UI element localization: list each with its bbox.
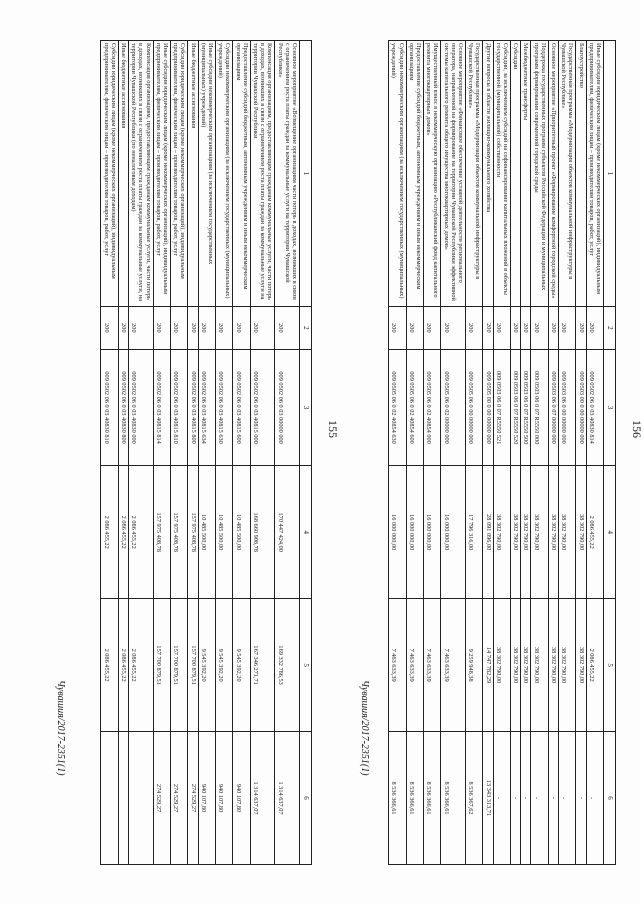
table-cell-c6: - xyxy=(510,732,520,865)
table-cell-c5: 38 302 790,00 xyxy=(510,599,520,732)
table-body xyxy=(389,41,616,865)
table-row xyxy=(215,41,232,865)
header-cell: 1 xyxy=(604,41,616,307)
header-cell: 6 xyxy=(300,732,312,865)
page-footer: Чувашия/2017-2351(1) xyxy=(359,680,370,776)
table-cell-c2: 200 xyxy=(586,306,603,349)
table-cell-c3: 009 0503 06 0 07 R5550 500 xyxy=(521,349,531,465)
table-cell-c2: 200 xyxy=(531,306,548,349)
table-cell-c2: 200 xyxy=(198,306,215,349)
table-cell-c3: 009 0502 06 0 03 40815 630 xyxy=(215,349,232,465)
page-number: 156 xyxy=(630,420,644,438)
page-number: 155 xyxy=(326,420,340,438)
table-cell-c4: 168 660 908,78 xyxy=(250,466,275,599)
table-body xyxy=(101,41,312,865)
table-cell-c4: 170 447 424,00 xyxy=(275,466,300,599)
table-cell-c2: 200 xyxy=(250,306,275,349)
table-cell-c3: 009 0502 06 0 03 40815 800 xyxy=(188,349,198,465)
table-cell-c2: 200 xyxy=(521,306,531,349)
table-cell-c6: 940 107,80 xyxy=(215,732,232,865)
table-cell-c2: 200 xyxy=(233,306,250,349)
table-cell-c6: - xyxy=(558,732,575,865)
table-cell-c3: 009 0503 00 0 00 00000 000 xyxy=(576,349,586,465)
table-cell-c3: 009 0502 06 0 03 40830 810 xyxy=(101,349,118,465)
table-row xyxy=(101,41,118,865)
table-cell-c5: 38 302 790,00 xyxy=(521,599,531,732)
table-cell-c6: 8 536 366,61 xyxy=(389,732,406,865)
table-cell-c3: 009 0502 06 0 03 40815 814 xyxy=(153,349,170,465)
table-cell-c6: 274 529,27 xyxy=(153,732,170,865)
table-row xyxy=(586,41,603,865)
header-cell: 6 xyxy=(604,732,616,865)
table-row xyxy=(389,41,406,865)
table-cell-c6: 274 529,27 xyxy=(188,732,198,865)
table-cell-c6: 1 314 637,07 xyxy=(250,732,275,865)
header-cell: 2 xyxy=(300,306,312,349)
page-right xyxy=(336,40,644,865)
table-header-row xyxy=(604,41,616,865)
table-cell-c4: 2 086 455,22 xyxy=(586,466,603,599)
header-cell: 3 xyxy=(604,349,616,465)
table-cell-c6: 940 107,80 xyxy=(198,732,215,865)
table-cell-c1: Основное мероприятие «Приоритетный проект «Формирование комфортной городской среды» xyxy=(548,41,558,307)
page-left xyxy=(32,40,340,865)
table-row xyxy=(558,41,575,865)
table-row xyxy=(521,41,531,865)
table-cell-c2: 200 xyxy=(118,306,128,349)
table-cell-c6 xyxy=(128,732,153,865)
table-cell-c3: 009 0502 06 0 03 40830 814 xyxy=(586,349,603,465)
table-cell-c6: 8 536 366,61 xyxy=(406,732,423,865)
table-row xyxy=(233,41,250,865)
table-cell-c2: 200 xyxy=(493,306,510,349)
header-cell: 3 xyxy=(300,349,312,465)
table-cell-c3: 009 0503 06 0 07 00000 000 xyxy=(548,349,558,465)
table-cell-c6: 8 536 366,61 xyxy=(441,732,466,865)
table-cell-c5: 38 302 790,00 xyxy=(493,599,510,732)
table-cell-c2: 200 xyxy=(170,306,187,349)
table-row xyxy=(118,41,128,865)
table-cell-c5: 167 346 271,71 xyxy=(250,599,275,732)
table-cell-c1: Иные субсидии юридическим лицам (кроме некоммерческих организаций), индивидуальным предпринимателям, физическим лицам – производителям товаров, работ, услуг xyxy=(153,41,170,307)
table-cell-c2: 200 xyxy=(128,306,153,349)
table-cell-c1: Субсидии некоммерческим организациям (за исключением государственных (муниципальных) учреждений) xyxy=(389,41,406,307)
table-cell-c3: 009 0505 06 0 02 40854 000 xyxy=(423,349,440,465)
table-cell-c4: 157 975 408,78 xyxy=(170,466,187,599)
table-cell-c5: 38 302 790,00 xyxy=(558,599,575,732)
table-cell-c2: 200 xyxy=(423,306,440,349)
header-cell: 1 xyxy=(300,41,312,307)
table-cell-c3: 009 0505 06 0 02 40854 600 xyxy=(406,349,423,465)
table-cell-c3: 009 0503 06 0 07 R5550 521 xyxy=(493,349,510,465)
table-cell-c3: 009 0502 06 0 03 40815 000 xyxy=(250,349,275,465)
table-row xyxy=(531,41,548,865)
table-cell-c1: Субсидии юридическим лицам (кроме некоммерческих организаций), индивидуальным предпринимателям, физическим лицам – производителям товаров, работ, услуг xyxy=(101,41,118,307)
table-cell-c1: Компенсация организациям, предоставляющим гражданам коммунальные услуги, части потерь в доходах, возникших в связи с ограничением роста платы граждан за коммунальные услуги, на территории Чувашской Республики (по неналоговым доходам) xyxy=(128,41,153,307)
table-cell-c1: Субсидии некоммерческим организациям (за исключением государственных (муниципальных) учреждений) xyxy=(215,41,232,307)
table-cell-c5: 9 545 392,20 xyxy=(215,599,232,732)
table-cell-c1: Имущественный взнос в некоммерческую организацию «Республиканский фонд капитального ремонта многоквартирных домов» xyxy=(423,41,440,307)
table-row xyxy=(423,41,440,865)
table-row xyxy=(548,41,558,865)
table-cell-c2: 200 xyxy=(215,306,232,349)
table-cell-c4: 2 086 455,22 xyxy=(118,466,128,599)
table-header-row xyxy=(300,41,312,865)
table-row xyxy=(483,41,493,865)
table-cell-c3: 009 0503 06 0 07 R5550 520 xyxy=(510,349,520,465)
budget-table-right xyxy=(388,40,616,865)
table-cell-c2: 200 xyxy=(576,306,586,349)
table-cell-c2: 200 xyxy=(188,306,198,349)
table-cell-c2: 200 xyxy=(465,306,482,349)
table-cell-c2: 200 xyxy=(406,306,423,349)
table-cell-c3: 009 0503 06 0 00 00000 000 xyxy=(558,349,575,465)
table-cell-c3: 009 0505 06 0 02 40854 630 xyxy=(389,349,406,465)
table-cell-c3: 009 0502 06 0 03 40815 600 xyxy=(233,349,250,465)
table-cell-c5: 7 463 633,39 xyxy=(441,599,466,732)
header-cell: 4 xyxy=(300,466,312,599)
table-cell-c5: 7 463 633,39 xyxy=(406,599,423,732)
table-row xyxy=(275,41,300,865)
table-cell-c4: 16 000 000,00 xyxy=(423,466,440,599)
table-row xyxy=(170,41,187,865)
table-cell-c1: Предоставление субсидий бюджетным, автономным учреждениям и иным некоммерческим организациям xyxy=(406,41,423,307)
table-cell-c4: 38 302 790,00 xyxy=(576,466,586,599)
table-cell-c2: 200 xyxy=(101,306,118,349)
table-cell-c6: - xyxy=(576,732,586,865)
budget-table-left xyxy=(100,40,312,865)
table-cell-c4: 38 302 790,00 xyxy=(558,466,575,599)
table-cell-c6: 274 529,27 xyxy=(170,732,187,865)
table-row xyxy=(198,41,215,865)
table-cell-c5: 9 545 392,20 xyxy=(233,599,250,732)
table-cell-c6 xyxy=(118,732,128,865)
table-row xyxy=(406,41,423,865)
table-cell-c1: Иные субсидии некоммерческим организациям (за исключением государственных (муниципальных) учреждений) xyxy=(198,41,215,307)
table-cell-c4: 10 485 500,00 xyxy=(215,466,232,599)
table-cell-c1: Государственная программа «Модернизация объектов коммунальной инфраструктуры в Чувашской Республике» xyxy=(558,41,575,307)
table-cell-c6: - xyxy=(531,732,548,865)
table-cell-c6: 8 536 367,62 xyxy=(465,732,482,865)
table-cell-c2: 200 xyxy=(510,306,520,349)
table-cell-c6: - xyxy=(521,732,531,865)
table-cell-c2: 200 xyxy=(441,306,466,349)
table-row xyxy=(576,41,586,865)
table-cell-c4: 38 302 790,00 xyxy=(521,466,531,599)
table-cell-c1: Поддержка государственных программ субъектов Российской Федерации и муниципальных программ формирования современной городской среды xyxy=(531,41,548,307)
table-cell-c1: Субсидии xyxy=(510,41,520,307)
table-cell-c4: 2 086 455,22 xyxy=(101,466,118,599)
table-cell-c5: 38 302 790,00 xyxy=(548,599,558,732)
table-cell-c1: Другие вопросы в области жилищно-коммунального хозяйства xyxy=(483,41,493,307)
table-cell-c5: 7 463 633,39 xyxy=(389,599,406,732)
table-cell-c6: 940 107,80 xyxy=(233,732,250,865)
table-cell-c5: 38 302 790,00 xyxy=(531,599,548,732)
table-cell-c4: 16 000 000,00 xyxy=(406,466,423,599)
table-row xyxy=(441,41,466,865)
table-cell-c5: 2 086 455,22 xyxy=(128,599,153,732)
table-cell-c5: 2 086 455,22 xyxy=(101,599,118,732)
page-footer: Чувашия/2017-2351(1) xyxy=(55,680,66,776)
table-row xyxy=(250,41,275,865)
table-cell-c6: - xyxy=(586,732,603,865)
table-cell-c3: 009 0502 06 0 03 40830 800 xyxy=(118,349,128,465)
header-cell: 5 xyxy=(300,599,312,732)
table-cell-c5: 157 700 879,51 xyxy=(170,599,187,732)
table-cell-c2: 200 xyxy=(548,306,558,349)
table-cell-c1: Компенсация организациям, предоставляющим гражданам коммунальные услуги, части потерь в доходах, возникших в связи с ограничением роста платы граждан за коммунальные услуги на территории Чувашской Республики xyxy=(250,41,275,307)
table-cell-c1: Субсидии, за исключением субсидий на софинансирование капитальных вложений в объекты государственной (муниципальной) собственности xyxy=(493,41,510,307)
table-cell-c4: 16 000 000,00 xyxy=(441,466,466,599)
table-cell-c3: 009 0502 06 0 03 40830 000 xyxy=(128,349,153,465)
table-cell-c5: 157 700 879,51 xyxy=(153,599,170,732)
table-cell-c1: Субсидии юридическим лицам (кроме некоммерческих организаций), индивидуальным предпринимателям, физическим лицам – производителям товаров, работ, услуг xyxy=(170,41,187,307)
table-cell-c2: 200 xyxy=(153,306,170,349)
table-cell-c4: 157 975 408,78 xyxy=(188,466,198,599)
table-row xyxy=(128,41,153,865)
table-cell-c5: 14 747 782,29 xyxy=(483,599,493,732)
table-cell-c2: 200 xyxy=(558,306,575,349)
table-cell-c1: Иные бюджетные ассигнования xyxy=(188,41,198,307)
table-cell-c3: 009 0503 06 0 07 R5550 000 xyxy=(531,349,548,465)
table-cell-c2: 200 xyxy=(275,306,300,349)
table-cell-c6: - xyxy=(493,732,510,865)
table-row xyxy=(153,41,170,865)
table-cell-c4: 38 302 790,00 xyxy=(531,466,548,599)
table-cell-c1: Иные субсидии юридическим лицам (кроме некоммерческих организаций), индивидуальным предпринимателям, физическим лицам – производителям товаров, работ, услуг xyxy=(586,41,603,307)
table-cell-c4: 10 485 500,00 xyxy=(233,466,250,599)
table-cell-c4: 2 086 455,22 xyxy=(128,466,153,599)
table-cell-c5: 9 545 392,20 xyxy=(198,599,215,732)
table-cell-c4: 38 302 790,00 xyxy=(493,466,510,599)
table-cell-c5: 9 259 948,38 xyxy=(465,599,482,732)
table-cell-c1: Основное мероприятие «Возмещение организациям части потерь в доходах, возникших в связи с ограничением роста платы граждан за коммунальные услуги на территории Чувашской Республики» xyxy=(275,41,300,307)
table-cell-c2: 200 xyxy=(483,306,493,349)
table-cell-c5: 38 302 790,00 xyxy=(576,599,586,732)
table-cell-c5: 169 332 786,53 xyxy=(275,599,300,732)
table-cell-c3: 009 0502 06 0 03 40815 810 xyxy=(170,349,187,465)
table-cell-c1: Благоустройство xyxy=(576,41,586,307)
header-cell: 4 xyxy=(604,466,616,599)
table-cell-c5: 2 086 455,22 xyxy=(118,599,128,732)
table-cell-c6: 1 314 637,07 xyxy=(275,732,300,865)
table-cell-c6 xyxy=(101,732,118,865)
table-cell-c3: 009 0505 00 0 00 00000 000 xyxy=(483,349,493,465)
table-cell-c5: 7 463 633,39 xyxy=(423,599,440,732)
table-cell-c2: 200 xyxy=(389,306,406,349)
table-row xyxy=(465,41,482,865)
table-cell-c1: Основное мероприятие «Финансовое обеспечение уставной деятельности регионального оператора, направленной на формирование на территории Чувашской Республики эффективной системы капитального ремонта общего имущества многоквартирных домов» xyxy=(441,41,466,307)
table-cell-c1: Государственная программа «Модернизация объектов коммунальной инфраструктуры в Чувашской Республике» xyxy=(465,41,482,307)
table-cell-c4: 17 796 316,00 xyxy=(465,466,482,599)
header-cell: 5 xyxy=(604,599,616,732)
table-row xyxy=(188,41,198,865)
table-cell-c1: Иные бюджетные ассигнования xyxy=(118,41,128,307)
table-cell-c6: - xyxy=(548,732,558,865)
table-cell-c1: Предоставление субсидий бюджетным, автономным учреждениям и иным некоммерческим организациям xyxy=(233,41,250,307)
table-cell-c4: 157 975 408,78 xyxy=(153,466,170,599)
table-cell-c3: 009 0505 06 0 00 00000 000 xyxy=(465,349,482,465)
table-cell-c6: 8 536 366,61 xyxy=(423,732,440,865)
table-cell-c3: 009 0505 06 0 02 00000 000 xyxy=(441,349,466,465)
table-cell-c4: 28 091 096,00 xyxy=(483,466,493,599)
table-cell-c5: 157 700 879,51 xyxy=(188,599,198,732)
table-cell-c4: 38 302 790,00 xyxy=(510,466,520,599)
table-cell-c3: 009 0502 06 0 03 40815 634 xyxy=(198,349,215,465)
table-row xyxy=(493,41,510,865)
table-cell-c3: 009 0502 06 0 03 00000 000 xyxy=(275,349,300,465)
header-cell: 2 xyxy=(604,306,616,349)
table-cell-c1: Межбюджетные трансферты xyxy=(521,41,531,307)
table-cell-c6: 13 343 313,71 xyxy=(483,732,493,865)
table-cell-c5: 2 086 455,22 xyxy=(586,599,603,732)
table-row xyxy=(510,41,520,865)
table-cell-c4: 16 000 000,00 xyxy=(389,466,406,599)
table-cell-c4: 10 485 500,00 xyxy=(198,466,215,599)
table-cell-c4: 38 302 790,00 xyxy=(548,466,558,599)
